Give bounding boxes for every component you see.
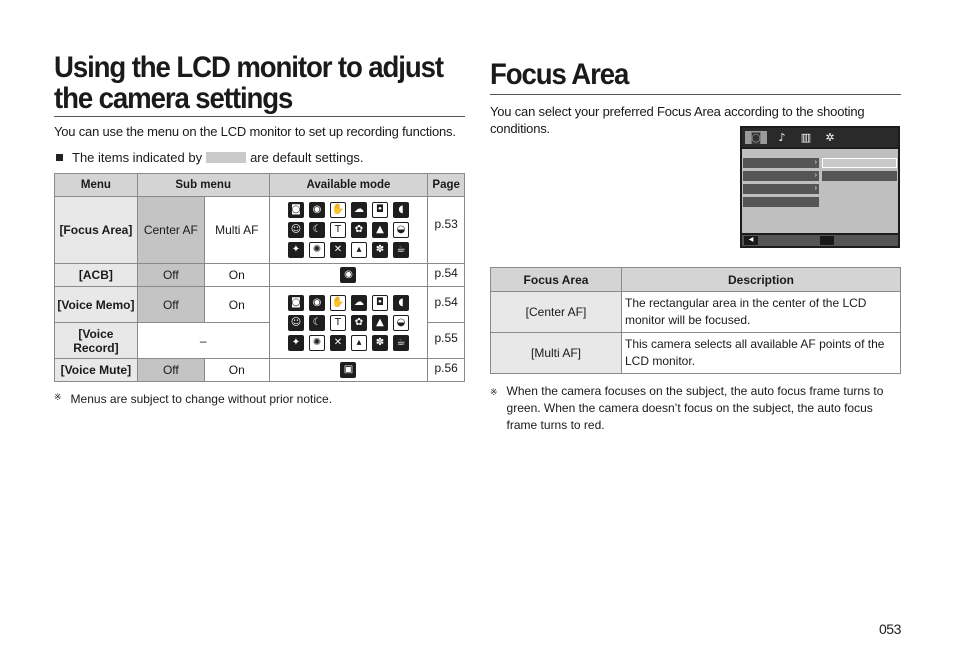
settings-icon: ✲ [825, 131, 835, 144]
available-mode-cell [269, 287, 428, 359]
night-icon: ☾ [309, 315, 325, 331]
table-row [491, 292, 901, 333]
table-row [491, 333, 901, 374]
page-title-left: Using the LCD monitor to adjust the camera settings [54, 51, 443, 115]
text-icon: T [330, 222, 346, 238]
program-icon: ◉ [309, 295, 325, 311]
face-icon: ◘ [372, 202, 388, 218]
backlight-icon: ✺ [309, 242, 325, 258]
children-icon: ✦ [288, 335, 304, 351]
default-note-after: are default settings. [250, 150, 364, 165]
default-note-before: The items indicated by [72, 150, 203, 165]
default-settings-note [54, 150, 465, 165]
intro-right: You can select your preferred Focus Area according to the shooting conditions. [490, 104, 865, 136]
lcd-option-selected [822, 158, 897, 168]
menu-cell: [Voice Memo] [55, 287, 138, 323]
available-mode-cell [269, 197, 428, 264]
beach-icon: ▴ [351, 242, 367, 258]
portrait-icon: ☺ [288, 315, 304, 331]
page-cell: p.54 [428, 287, 465, 323]
title-rule-right [490, 94, 901, 95]
table-row [55, 264, 465, 287]
food-icon: ☕ [393, 335, 409, 351]
camera-auto-icon: ◙ [288, 202, 304, 218]
lcd-option [822, 171, 897, 181]
mode-icon-grid [271, 291, 427, 355]
program-icon: ◉ [309, 202, 325, 218]
note-mark-icon: ※ [490, 387, 498, 397]
beach-icon: ▴ [351, 335, 367, 351]
note-right [490, 383, 890, 434]
face-icon: ◘ [372, 295, 388, 311]
program-icon: ◉ [340, 267, 356, 283]
landscape-icon: ▲ [372, 222, 388, 238]
note-mark-icon: ※ [54, 392, 62, 402]
dawn-icon: ✕ [330, 242, 346, 258]
text-icon: T [330, 315, 346, 331]
header-description: Description [622, 268, 901, 292]
available-mode-cell [269, 359, 428, 382]
lcd-menu-bar: › [743, 171, 819, 181]
menu-cell: [ACB] [55, 264, 138, 287]
footnote-text: Menus are subject to change without prior notice. [70, 392, 333, 406]
dual-is-icon: ✋ [330, 295, 346, 311]
table-row [55, 197, 465, 264]
camera-icon: ◙ [745, 131, 767, 144]
backlight-icon: ✺ [309, 335, 325, 351]
movie-icon: ▣ [340, 362, 356, 378]
dawn-icon: ✕ [330, 335, 346, 351]
lcd-menu-bar: › [743, 158, 819, 168]
header-menu: Menu [55, 174, 138, 197]
lcd-menu-screen [740, 126, 900, 248]
page-cell: p.55 [428, 323, 465, 359]
footnote-left [54, 392, 465, 406]
landscape-icon: ▲ [372, 315, 388, 331]
focus-area-table [490, 267, 901, 374]
submenu-default: Off [137, 359, 204, 382]
dual-is-icon: ✋ [330, 202, 346, 218]
header-focus-area: Focus Area [491, 268, 622, 292]
header-submenu: Sub menu [137, 174, 269, 197]
menu-cell: [Focus Area] [55, 197, 138, 264]
page-cell: p.56 [428, 359, 465, 382]
note-text: When the camera focuses on the subject, the auto focus frame turns to green. When the camera doesn’t focus on the subject, the auto focus frame turns to red. [506, 384, 884, 432]
focus-area-desc: The rectangular area in the center of the LCD monitor will be focused. [622, 292, 901, 333]
intro-left: You can use the menu on the LCD monitor to set up recording functions. [54, 124, 456, 139]
closeup-icon: ✿ [351, 315, 367, 331]
food-icon: ☕ [393, 242, 409, 258]
submenu-default: Off [137, 264, 204, 287]
sunset-icon: ◒ [393, 315, 409, 331]
scene-icon: ◖ [393, 295, 409, 311]
photo-help-icon: ☁ [351, 202, 367, 218]
table-row [55, 359, 465, 382]
default-swatch [206, 152, 246, 163]
lcd-tab-bar [742, 128, 898, 147]
menu-table [54, 173, 465, 382]
submenu-default: Off [137, 287, 204, 323]
submenu-default: Center AF [137, 197, 204, 264]
display-icon: ▥ [800, 131, 812, 144]
night-icon: ☾ [309, 222, 325, 238]
submenu-option: On [204, 287, 269, 323]
table-row [55, 287, 465, 323]
focus-area-name: [Multi AF] [491, 333, 622, 374]
focus-area-desc: This camera selects all available AF points of the LCD monitor. [622, 333, 901, 374]
header-available-mode: Available mode [269, 174, 428, 197]
header-page: Page [428, 174, 465, 197]
page-title-right: Focus Area [490, 58, 629, 91]
bullet-square-icon [56, 154, 63, 161]
fireworks-icon: ✽ [372, 242, 388, 258]
focus-table-header [491, 268, 901, 292]
submenu-option: On [204, 264, 269, 287]
portrait-icon: ☺ [288, 222, 304, 238]
page-number: 053 [879, 621, 901, 637]
closeup-icon: ✿ [351, 222, 367, 238]
mode-icon-grid [271, 198, 427, 262]
title-rule-left [54, 116, 465, 117]
sunset-icon: ◒ [393, 222, 409, 238]
lcd-body [742, 149, 898, 233]
menu-cell: [Voice Record] [55, 323, 138, 359]
menu-cell: [Voice Mute] [55, 359, 138, 382]
menu-table-header [55, 174, 465, 197]
photo-help-icon: ☁ [351, 295, 367, 311]
submenu-option: Multi AF [204, 197, 269, 264]
left-column [54, 52, 465, 406]
camera-auto-icon: ◙ [288, 295, 304, 311]
submenu-option: On [204, 359, 269, 382]
lcd-menu-bar: › [743, 184, 819, 194]
back-icon: ◀ [744, 236, 758, 245]
children-icon: ✦ [288, 242, 304, 258]
fireworks-icon: ✽ [372, 335, 388, 351]
submenu-none: – [137, 323, 269, 359]
available-mode-cell [269, 264, 428, 287]
page-cell: p.53 [428, 197, 465, 264]
sound-icon: ♪ [778, 131, 786, 144]
page-cell: p.54 [428, 264, 465, 287]
lcd-menu-bar [743, 197, 819, 207]
ok-icon [820, 236, 834, 245]
lcd-bottom-bar [742, 235, 898, 246]
scene-icon: ◖ [393, 202, 409, 218]
focus-area-name: [Center AF] [491, 292, 622, 333]
